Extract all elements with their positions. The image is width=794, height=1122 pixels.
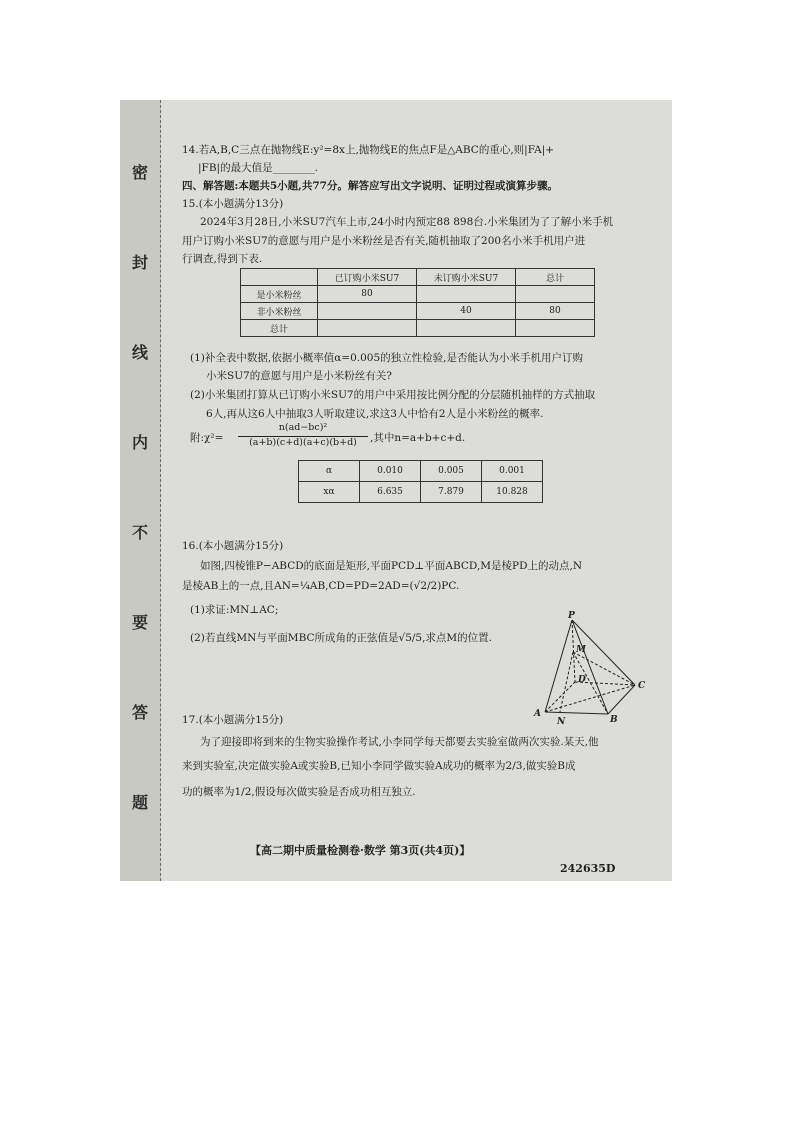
contingency-table [240,268,595,337]
q16-header: 16.(本小题满分15分) [182,540,284,552]
q17-para: 来到实验室,决定做实验A或实验B,已知小李同学做实验A成功的概率为2/3,做实验B成 [182,760,576,772]
formula-denominator: (a+b)(c+d)(a+c)(b+d) [249,437,357,448]
exam-page [120,100,672,881]
table-cell [516,320,595,337]
q15-sub2: 6人,再从这6人中抽取3人听取建议,求这3人中恰有2人是小米粉丝的概率. [206,408,544,420]
table-cell [318,303,417,320]
table-cell: 80 [516,303,595,320]
crit-cell: 6.635 [360,482,421,503]
q15-sub2: (2)小米集团打算从已订购小米SU7的用户中采用按比例分配的分层随机抽样的方式抽取 [190,389,596,401]
figure-label: B [610,715,618,725]
q15-header: 15.(本小题满分13分) [182,198,284,210]
binding-mark: 线 [131,343,148,362]
table-cell [318,320,417,337]
q14-line2: |FB|的最大值是________. [198,162,318,174]
figure-label: C [638,681,646,691]
exam-code: 242635D [560,862,616,875]
q17-para: 功的概率为1/2,假设每次做实验是否成功相互独立. [182,786,416,798]
table-header [241,269,318,286]
binding-margin [120,100,161,881]
binding-mark: 不 [131,523,148,542]
q15-para: 用户订购小米SU7的意愿与用户是小米粉丝是否有关,随机抽取了200名小米手机用户进 [182,235,586,247]
crit-cell: 7.879 [421,482,482,503]
page-footer: 【高二期中质量检测卷·数学 第3页(共4页)】 [250,844,471,857]
q15-sub1: (1)补全表中数据,依据小概率值α=0.005的独立性检验,是否能认为小米手机用户订购 [190,352,583,364]
table-header: 未订购小米SU7 [417,269,516,286]
critical-value-table [298,460,543,503]
q17-header: 17.(本小题满分15分) [182,714,284,726]
figure-label: N [557,717,566,727]
binding-mark: 内 [131,433,148,452]
binding-mark: 答 [131,703,148,722]
table-cell: 80 [318,286,417,303]
formula-numerator: n(ad−bc)² [278,422,328,433]
binding-mark: 要 [131,613,148,632]
q17-para: 为了迎接即将到来的生物实验操作考试,小李同学每天都要去实验室做两次实验.某天,他 [200,736,599,748]
figure-label: A [534,709,541,719]
binding-mark: 封 [131,253,148,272]
figure-label: P [568,611,575,621]
q15-para: 行调查,得到下表. [182,253,263,265]
q15-para: 2024年3月28日,小米SU7汽车上市,24小时内预定88 898台.小米集团为了了解小米手机 [200,216,614,228]
crit-cell: xα [299,482,360,503]
q16-para: 如图,四棱锥P−ABCD的底面是矩形,平面PCD⊥平面ABCD,M是棱PD上的动点,N [200,560,583,572]
table-cell [516,286,595,303]
table-cell: 40 [417,303,516,320]
table-cell: 是小米粉丝 [241,286,318,303]
binding-mark: 密 [131,163,148,182]
crit-cell: 0.005 [421,461,482,482]
table-cell [417,286,516,303]
figure-label: M [576,645,586,655]
q15-sub1: 小米SU7的意愿与用户是小米粉丝有关? [206,370,392,382]
table-header: 总计 [516,269,595,286]
table-header: 已订购小米SU7 [318,269,417,286]
crit-cell: α [299,461,360,482]
table-cell [417,320,516,337]
table-cell: 非小米粉丝 [241,303,318,320]
formula-suffix: ,其中n=a+b+c+d. [370,432,466,444]
q16-para: 是棱AB上的一点,且AN=¼AB,CD=PD=2AD=(√2/2)PC. [182,580,460,592]
q16-sub2: (2)若直线MN与平面MBC所成角的正弦值是√5/5,求点M的位置. [190,632,493,644]
crit-cell: 0.001 [482,461,543,482]
binding-mark: 题 [131,793,148,812]
figure-label: D [578,675,586,685]
pyramid-figure [530,610,660,730]
q16-sub1: (1)求证:MN⊥AC; [190,604,279,616]
crit-cell: 0.010 [360,461,421,482]
section-heading: 四、解答题:本题共5小题,共77分。解答应写出文字说明、证明过程或演算步骤。 [182,180,558,192]
crit-cell: 10.828 [482,482,543,503]
table-cell: 总计 [241,320,318,337]
formula-prefix: 附:χ²= [190,432,224,444]
q14-line1: 14.若A,B,C三点在抛物线E:y²=8x上,抛物线E的焦点F是△ABC的重心,则|FA|+ [182,144,555,156]
